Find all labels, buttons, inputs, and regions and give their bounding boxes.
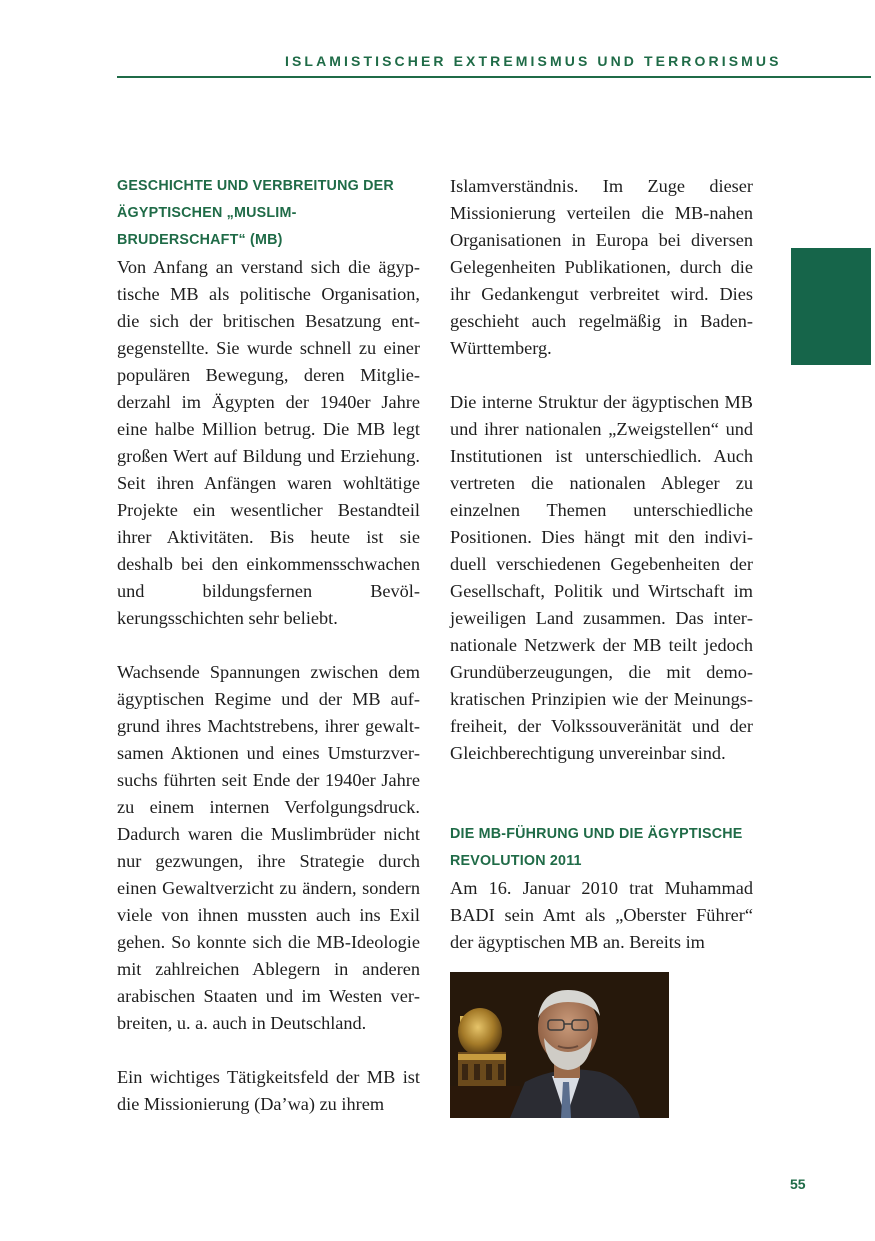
portrait-photo [450,972,669,1118]
paragraph: Islamverständnis. Im Zuge dieser Missionierung verteilen die MB-nahen Organisationen in Europa bei diversen Gelegenheiten Publikationen, durch die ihr Gedankengut verbreitet wird. Dies geschieht auch regelmäßig in Baden-Württemberg. [450,176,753,358]
page-number: 55 [790,1176,806,1192]
header-rule [117,76,871,78]
paragraph: Ein wichtiges Tätigkeitsfeld der MB ist die Missionierung (Da’wa) zu ihrem [117,1067,420,1114]
paragraph: Die interne Struktur der ägyptischen MB und ihrer nationalen „Zweigstellen“ und Institutionen ist unterschiedlich. Auch vertreten die nationalen Ableger zu einzelnen Themen unterschiedliche Positionen. Dies hängt mit den individuell verschiedenen Gegebenheiten der Gesellschaft, Politik und Wirtschaft im jeweiligen Land zusammen. Das internationale Netzwerk der MB teilt jedoch Grundüberzeugungen, die mit demokratischen Prinzipien wie der Meinungsfreiheit, der Volkssouveränität und der Gleichberechtigung unvereinbar sind. [450,392,753,763]
section-heading-history: GESCHICHTE UND VERBREITUNG DER ÄGYPTISCHEN „MUSLIM-BRUDERSCHAFT“ (MB) [117,178,394,248]
paragraph: Wachsende Spannungen zwischen dem ägyptischen Regime und der MB aufgrund ihres Machtstrebens, ihrer gewaltsamen Aktionen und eines Umsturzversuchs führten seit Ende der 1940er Jahre zu einem internen Verfolgungsdruck. Dadurch waren die Muslimbrüder nicht nur gezwungen, ihre Strategie durch einen Gewaltverzicht zu ändern, sondern viele von ihnen mussten auch ins Exil gehen. So konnte sich die MB-Ideologie mit zahlreichen Ablegern in anderen arabischen Staaten und im Westen verbreiten, u. a. auch in Deutschland. [117,662,420,1033]
right-column [450,173,753,956]
paragraph: Am 16. Januar 2010 trat Muhammad BADI sein Amt als „Oberster Führer“ der ägyptischen MB an. Bereits im [450,878,753,952]
running-head-title: ISLAMISTISCHER EXTREMISMUS UND TERRORISMUS [285,53,782,69]
paragraph: Von Anfang an verstand sich die ägyptische MB als politische Organisation, die sich der britischen Besatzung entgegenstellte. Sie wurde schnell zu einer populären Bewegung, deren Mitgliederzahl im Ägypten der 1940er Jahre eine halbe Million betrug. Die MB legt großen Wert auf Bildung und Erziehung. Seit ihren Anfängen waren wohltätige Projekte ein wesentlicher Bestandteil ihrer Aktivitäten. Bis heute ist sie deshalb bei den einkommensschwachen und bildungsfernen Bevölkerungsschichten sehr beliebt. [117,257,420,628]
chapter-tab-marker [791,248,871,365]
left-column [117,173,420,1118]
section-heading-leadership: DIE MB-FÜHRUNG UND DIE ÄGYPTISCHE REVOLUTION 2011 [450,826,743,869]
